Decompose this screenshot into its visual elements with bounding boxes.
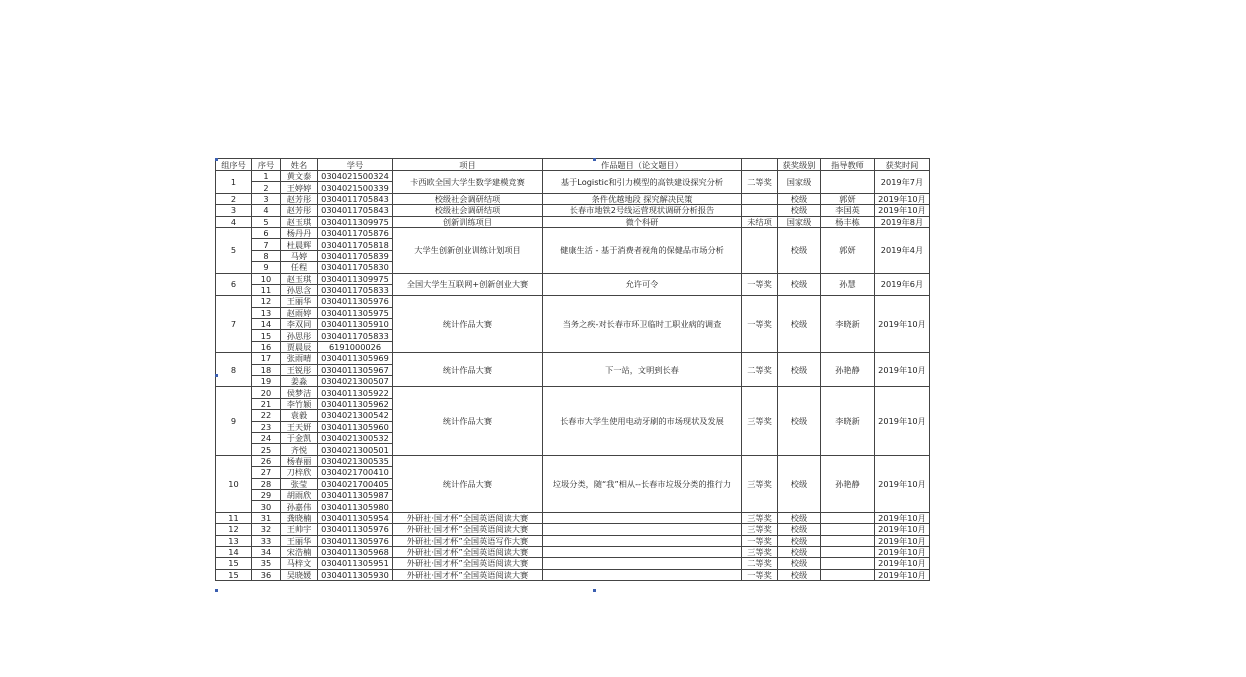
student-id-cell: 0304011305969 <box>318 353 393 364</box>
date-cell: 2019年8月 <box>875 216 930 227</box>
index-cell: 7 <box>252 239 281 250</box>
name-cell: 贾晨辰 <box>281 341 318 352</box>
group-cell: 1 <box>216 171 252 194</box>
level-cell: 校级 <box>778 193 821 204</box>
project-cell: 创新训练项目 <box>393 216 543 227</box>
prize-cell: 未结项 <box>742 216 778 227</box>
project-cell: 校级社会调研结项 <box>393 205 543 216</box>
project-cell: 外研社·国才杯”全国英语阅读大赛 <box>393 558 543 569</box>
index-cell: 29 <box>252 489 281 500</box>
name-cell: 马婷 <box>281 250 318 261</box>
student-id-cell: 0304011305980 <box>318 501 393 512</box>
table-row <box>216 387 930 398</box>
level-cell: 校级 <box>778 535 821 546</box>
index-cell: 24 <box>252 432 281 443</box>
project-cell: 外研社·国才杯”全国英语阅读大赛 <box>393 524 543 535</box>
date-cell: 2019年10月 <box>875 205 930 216</box>
header-prize <box>742 159 778 171</box>
index-cell: 9 <box>252 262 281 273</box>
date-cell: 2019年7月 <box>875 171 930 194</box>
table-row <box>216 558 930 569</box>
student-id-cell: 0304011305960 <box>318 421 393 432</box>
index-cell: 27 <box>252 467 281 478</box>
header-index: 序号 <box>252 159 281 171</box>
index-cell: 15 <box>252 330 281 341</box>
level-cell: 校级 <box>778 455 821 512</box>
teacher-cell: 孙慧 <box>821 273 875 296</box>
name-cell: 张莹 <box>281 478 318 489</box>
date-cell: 2019年10月 <box>875 512 930 523</box>
name-cell: 王丽华 <box>281 296 318 307</box>
student-id-cell: 0304011305987 <box>318 489 393 500</box>
date-cell: 2019年10月 <box>875 455 930 512</box>
teacher-cell <box>821 546 875 557</box>
selection-marker <box>593 158 596 161</box>
teacher-cell: 杨丰栋 <box>821 216 875 227</box>
index-cell: 1 <box>252 171 281 182</box>
project-cell: 统计作品大赛 <box>393 353 543 387</box>
index-cell: 31 <box>252 512 281 523</box>
student-id-cell: 0304021700410 <box>318 467 393 478</box>
index-cell: 16 <box>252 341 281 352</box>
index-cell: 20 <box>252 387 281 398</box>
project-cell: 统计作品大赛 <box>393 296 543 353</box>
name-cell: 吴晓媛 <box>281 569 318 580</box>
name-cell: 赵雨婷 <box>281 307 318 318</box>
index-cell: 13 <box>252 307 281 318</box>
index-cell: 26 <box>252 455 281 466</box>
name-cell: 孙嘉伟 <box>281 501 318 512</box>
name-cell: 王婷婷 <box>281 182 318 193</box>
group-cell: 11 <box>216 512 252 523</box>
table-row <box>216 524 930 535</box>
prize-cell <box>742 227 778 273</box>
index-cell: 12 <box>252 296 281 307</box>
header-date: 获奖时间 <box>875 159 930 171</box>
index-cell: 3 <box>252 193 281 204</box>
student-id-cell: 0304011705833 <box>318 284 393 295</box>
table-row <box>216 171 930 182</box>
teacher-cell: 李国英 <box>821 205 875 216</box>
name-cell: 杨春丽 <box>281 455 318 466</box>
index-cell: 4 <box>252 205 281 216</box>
teacher-cell: 郭妍 <box>821 193 875 204</box>
name-cell: 袁毅 <box>281 410 318 421</box>
student-id-cell: 0304021300532 <box>318 432 393 443</box>
prize-cell: 三等奖 <box>742 512 778 523</box>
student-id-cell: 6191000026 <box>318 341 393 352</box>
title-cell: 下一站，文明到长春 <box>543 353 742 387</box>
name-cell: 胡雨欣 <box>281 489 318 500</box>
index-cell: 6 <box>252 227 281 238</box>
level-cell: 国家级 <box>778 171 821 194</box>
level-cell: 校级 <box>778 353 821 387</box>
student-id-cell: 0304011305954 <box>318 512 393 523</box>
prize-cell: 一等奖 <box>742 535 778 546</box>
index-cell: 18 <box>252 364 281 375</box>
header-student-id: 学号 <box>318 159 393 171</box>
title-cell <box>543 535 742 546</box>
level-cell: 国家级 <box>778 216 821 227</box>
name-cell: 齐悦 <box>281 444 318 455</box>
table-row <box>216 296 930 307</box>
header-group: 组序号 <box>216 159 252 171</box>
student-id-cell: 0304021300507 <box>318 376 393 387</box>
project-cell: 统计作品大赛 <box>393 455 543 512</box>
teacher-cell: 李晓新 <box>821 296 875 353</box>
group-cell: 6 <box>216 273 252 296</box>
student-id-cell: 0304011705876 <box>318 227 393 238</box>
header-project: 项目 <box>393 159 543 171</box>
title-cell <box>543 569 742 580</box>
index-cell: 28 <box>252 478 281 489</box>
title-cell: 健康生活 - 基于消费者视角的保健品市场分析 <box>543 227 742 273</box>
name-cell: 王帅宇 <box>281 524 318 535</box>
index-cell: 5 <box>252 216 281 227</box>
header-level: 获奖级别 <box>778 159 821 171</box>
name-cell: 宋浩楠 <box>281 546 318 557</box>
prize-cell <box>742 193 778 204</box>
prize-cell: 三等奖 <box>742 524 778 535</box>
date-cell: 2019年10月 <box>875 558 930 569</box>
student-id-cell: 0304021300501 <box>318 444 393 455</box>
table-row <box>216 546 930 557</box>
table-row <box>216 569 930 580</box>
index-cell: 23 <box>252 421 281 432</box>
teacher-cell: 孙艳静 <box>821 353 875 387</box>
name-cell: 赵芳彤 <box>281 193 318 204</box>
level-cell: 校级 <box>778 296 821 353</box>
index-cell: 30 <box>252 501 281 512</box>
name-cell: 王天妍 <box>281 421 318 432</box>
student-id-cell: 0304011309975 <box>318 273 393 284</box>
group-cell: 14 <box>216 546 252 557</box>
title-cell <box>543 546 742 557</box>
index-cell: 34 <box>252 546 281 557</box>
group-cell: 3 <box>216 205 252 216</box>
prize-cell: 二等奖 <box>742 353 778 387</box>
title-cell <box>543 512 742 523</box>
name-cell: 于金凯 <box>281 432 318 443</box>
name-cell: 龚晓楠 <box>281 512 318 523</box>
name-cell: 赵芳彤 <box>281 205 318 216</box>
index-cell: 11 <box>252 284 281 295</box>
index-cell: 33 <box>252 535 281 546</box>
level-cell: 校级 <box>778 273 821 296</box>
selection-marker <box>215 589 218 592</box>
table-row <box>216 216 930 227</box>
name-cell: 刀梓欣 <box>281 467 318 478</box>
index-cell: 36 <box>252 569 281 580</box>
index-cell: 32 <box>252 524 281 535</box>
student-id-cell: 0304011305976 <box>318 296 393 307</box>
name-cell: 王丽华 <box>281 535 318 546</box>
header-name: 姓名 <box>281 159 318 171</box>
index-cell: 25 <box>252 444 281 455</box>
name-cell: 王锐彤 <box>281 364 318 375</box>
name-cell: 杜晨辉 <box>281 239 318 250</box>
prize-cell: 一等奖 <box>742 273 778 296</box>
student-id-cell: 0304011305976 <box>318 524 393 535</box>
student-id-cell: 0304011305962 <box>318 398 393 409</box>
name-cell: 孙思彤 <box>281 330 318 341</box>
selection-marker <box>215 374 218 377</box>
index-cell: 8 <box>252 250 281 261</box>
name-cell: 姜淼 <box>281 376 318 387</box>
student-id-cell: 0304021700405 <box>318 478 393 489</box>
prize-cell: 一等奖 <box>742 569 778 580</box>
name-cell: 杨丹丹 <box>281 227 318 238</box>
project-cell: 外研社·国才杯”全国英语阅读大赛 <box>393 512 543 523</box>
level-cell: 校级 <box>778 569 821 580</box>
table-row <box>216 512 930 523</box>
student-id-cell: 0304011305976 <box>318 535 393 546</box>
student-id-cell: 0304011305967 <box>318 364 393 375</box>
title-cell <box>543 524 742 535</box>
group-cell: 10 <box>216 455 252 512</box>
name-cell: 侯梦洁 <box>281 387 318 398</box>
teacher-cell <box>821 512 875 523</box>
project-cell: 卡西欧全国大学生数学建模竞赛 <box>393 171 543 194</box>
title-cell: 当务之疾-对长春市环卫临时工职业病的调查 <box>543 296 742 353</box>
index-cell: 17 <box>252 353 281 364</box>
teacher-cell: 孙艳静 <box>821 455 875 512</box>
student-id-cell: 0304021300535 <box>318 455 393 466</box>
level-cell: 校级 <box>778 558 821 569</box>
student-id-cell: 0304011705843 <box>318 193 393 204</box>
student-id-cell: 0304021500324 <box>318 171 393 182</box>
date-cell: 2019年10月 <box>875 569 930 580</box>
teacher-cell: 李晓新 <box>821 387 875 455</box>
student-id-cell: 0304011305968 <box>318 546 393 557</box>
student-id-cell: 0304011705830 <box>318 262 393 273</box>
teacher-cell <box>821 171 875 194</box>
header-title: 作品题目（论文题目） <box>543 159 742 171</box>
group-cell: 15 <box>216 558 252 569</box>
date-cell: 2019年10月 <box>875 524 930 535</box>
group-cell: 13 <box>216 535 252 546</box>
date-cell: 2019年10月 <box>875 296 930 353</box>
teacher-cell <box>821 558 875 569</box>
name-cell: 马梓文 <box>281 558 318 569</box>
name-cell: 孙思含 <box>281 284 318 295</box>
student-id-cell: 0304021300542 <box>318 410 393 421</box>
group-cell: 4 <box>216 216 252 227</box>
prize-cell: 三等奖 <box>742 546 778 557</box>
group-cell: 2 <box>216 193 252 204</box>
prize-cell <box>742 205 778 216</box>
title-cell: 允许可令 <box>543 273 742 296</box>
title-cell: 长春市地铁2号线运营现状调研分析报告 <box>543 205 742 216</box>
prize-cell: 二等奖 <box>742 171 778 194</box>
title-cell: 长春市大学生使用电动牙刷的市场现状及发展 <box>543 387 742 455</box>
prize-cell: 一等奖 <box>742 296 778 353</box>
name-cell: 赵玉琪 <box>281 273 318 284</box>
name-cell: 李双同 <box>281 319 318 330</box>
title-cell: 微个科研 <box>543 216 742 227</box>
name-cell: 李竹颖 <box>281 398 318 409</box>
title-cell <box>543 558 742 569</box>
student-id-cell: 0304011305951 <box>318 558 393 569</box>
group-cell: 9 <box>216 387 252 455</box>
student-id-cell: 0304011305975 <box>318 307 393 318</box>
level-cell: 校级 <box>778 546 821 557</box>
project-cell: 统计作品大赛 <box>393 387 543 455</box>
group-cell: 12 <box>216 524 252 535</box>
title-cell: 条件优越地段 探究解决民策 <box>543 193 742 204</box>
date-cell: 2019年10月 <box>875 193 930 204</box>
student-id-cell: 0304011305910 <box>318 319 393 330</box>
date-cell: 2019年10月 <box>875 546 930 557</box>
index-cell: 14 <box>252 319 281 330</box>
index-cell: 22 <box>252 410 281 421</box>
group-cell: 15 <box>216 569 252 580</box>
table-row <box>216 227 930 238</box>
group-cell: 5 <box>216 227 252 273</box>
group-cell: 7 <box>216 296 252 353</box>
table-row <box>216 205 930 216</box>
teacher-cell <box>821 569 875 580</box>
prize-cell: 三等奖 <box>742 387 778 455</box>
project-cell: 校级社会调研结项 <box>393 193 543 204</box>
prize-cell: 二等奖 <box>742 558 778 569</box>
title-cell: 基于Logistic和引力模型的高铁建设探究分析 <box>543 171 742 194</box>
project-cell: 大学生创新创业训练计划项目 <box>393 227 543 273</box>
student-id-cell: 0304011305930 <box>318 569 393 580</box>
selection-marker <box>593 589 596 592</box>
teacher-cell <box>821 535 875 546</box>
header-row <box>216 159 930 171</box>
student-id-cell: 0304011705833 <box>318 330 393 341</box>
name-cell: 黄文泰 <box>281 171 318 182</box>
name-cell: 张雨晴 <box>281 353 318 364</box>
table-row <box>216 273 930 284</box>
name-cell: 任程 <box>281 262 318 273</box>
teacher-cell <box>821 524 875 535</box>
project-cell: 全国大学生互联网+创新创业大赛 <box>393 273 543 296</box>
group-cell: 8 <box>216 353 252 387</box>
project-cell: 外研社·国才杯”全国英语阅读大赛 <box>393 546 543 557</box>
project-cell: 外研社·国才杯”全国英语阅读大赛 <box>393 569 543 580</box>
index-cell: 10 <box>252 273 281 284</box>
student-id-cell: 0304011705843 <box>318 205 393 216</box>
index-cell: 35 <box>252 558 281 569</box>
table-body <box>216 171 930 581</box>
student-id-cell: 0304011705839 <box>318 250 393 261</box>
table-row <box>216 353 930 364</box>
spreadsheet-table-region <box>215 158 929 581</box>
date-cell: 2019年10月 <box>875 387 930 455</box>
project-cell: 外研社·国才杯”全国英语写作大赛 <box>393 535 543 546</box>
index-cell: 2 <box>252 182 281 193</box>
date-cell: 2019年10月 <box>875 535 930 546</box>
level-cell: 校级 <box>778 387 821 455</box>
level-cell: 校级 <box>778 524 821 535</box>
student-id-cell: 0304011305922 <box>318 387 393 398</box>
level-cell: 校级 <box>778 512 821 523</box>
index-cell: 19 <box>252 376 281 387</box>
selection-marker <box>215 158 218 161</box>
table-row <box>216 455 930 466</box>
prize-cell: 三等奖 <box>742 455 778 512</box>
level-cell: 校级 <box>778 227 821 273</box>
student-id-cell: 0304021500339 <box>318 182 393 193</box>
header-teacher: 指导教师 <box>821 159 875 171</box>
level-cell: 校级 <box>778 205 821 216</box>
student-id-cell: 0304011309975 <box>318 216 393 227</box>
table-row <box>216 193 930 204</box>
table-row <box>216 535 930 546</box>
date-cell: 2019年6月 <box>875 273 930 296</box>
index-cell: 21 <box>252 398 281 409</box>
date-cell: 2019年4月 <box>875 227 930 273</box>
date-cell: 2019年10月 <box>875 353 930 387</box>
student-id-cell: 0304011705818 <box>318 239 393 250</box>
name-cell: 赵玉琪 <box>281 216 318 227</box>
teacher-cell: 郭妍 <box>821 227 875 273</box>
awards-table <box>215 158 930 581</box>
title-cell: 垃圾分类，随“我”相从--长春市垃圾分类的推行力 <box>543 455 742 512</box>
